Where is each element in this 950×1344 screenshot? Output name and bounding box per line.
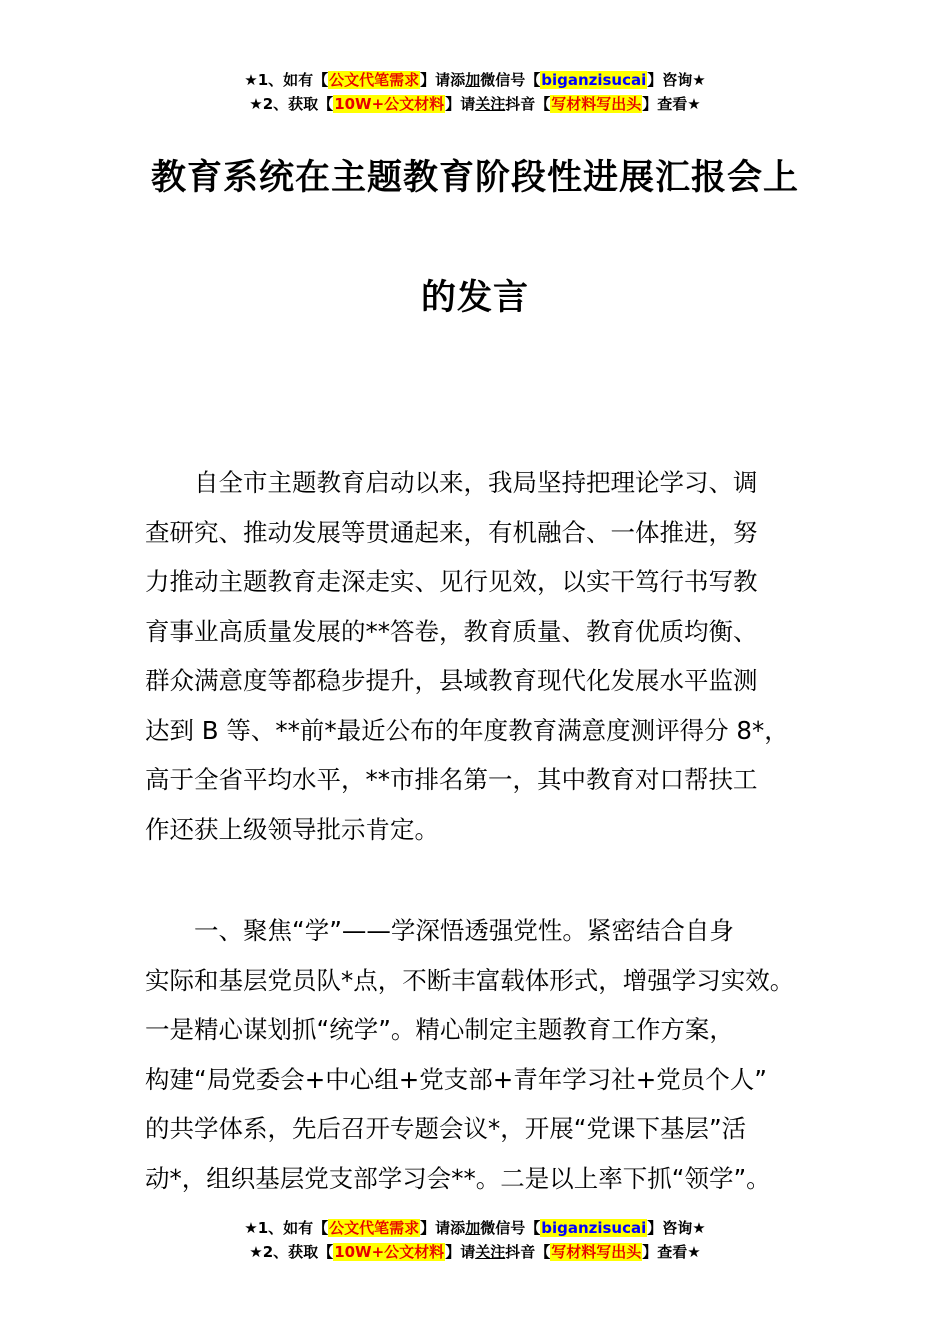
- paragraph-line: 育事业高质量发展的**答卷，教育质量、教育优质均衡、: [145, 616, 758, 646]
- document-title-line-1: 教育系统在主题教育阶段性进展汇报会上: [150, 158, 799, 198]
- top-banner: [0, 68, 950, 116]
- highlight-materials: 10W+公文材料: [334, 95, 445, 113]
- banner-underlined-text: 关注: [475, 95, 506, 113]
- banner-text: 】请: [445, 95, 476, 113]
- paragraph-line: 查研究、推动发展等贯通起来，有机融合、一体推进，努: [145, 517, 758, 547]
- banner-text: ★2、获取【: [249, 1243, 334, 1261]
- paragraph-line: 自全市主题教育启动以来，我局坚持把理论学习、调: [194, 468, 758, 497]
- banner-line-2: [0, 1240, 950, 1264]
- banner-text: 】请: [445, 1243, 476, 1261]
- highlight-materials: 10W+公文材料: [334, 1243, 445, 1261]
- banner-text: 微信号【: [480, 1219, 541, 1237]
- paragraph-line: 一是精心谋划抓“统学”。精心制定主题教育工作方案，: [145, 1015, 734, 1044]
- paragraph-intro: [145, 458, 817, 854]
- highlight-wechat-id: biganzisucai: [541, 71, 647, 89]
- paragraph-line: 动*，组织基层党支部学习会**。二是以上率下抓“领学”。: [145, 1163, 771, 1193]
- banner-underlined-text: 加: [465, 1219, 481, 1237]
- banner-text: 】请添: [420, 1219, 466, 1237]
- banner-underlined-text: 关注: [475, 1243, 506, 1261]
- banner-text: ★1、如有【: [244, 71, 329, 89]
- banner-text: 抖音【: [505, 95, 551, 113]
- paragraph-line: 构建“局党委会+中心组+党支部+青年学习社+党员个人”: [145, 1064, 767, 1094]
- paragraph-line: 力推动主题教育走深走实、见行见效，以实干笃行书写教: [145, 567, 758, 596]
- banner-line-1: [0, 68, 950, 92]
- paragraph-line: 达到 B 等、**前*最近公布的年度教育满意度测评得分 8*，: [145, 715, 789, 745]
- highlight-wechat-id: biganzisucai: [541, 1219, 647, 1237]
- banner-text: ★1、如有【: [244, 1219, 329, 1237]
- banner-text: 】咨询★: [647, 71, 706, 89]
- highlight-douyin-account: 写材料写出头: [551, 95, 642, 113]
- banner-text: 】咨询★: [647, 1219, 706, 1237]
- highlight-ghostwriting: 公文代笔需求: [329, 1219, 420, 1237]
- banner-text: 】查看★: [642, 95, 701, 113]
- paragraph-line: 实际和基层党员队*点，不断丰富载体形式，增强学习实效。: [145, 965, 795, 995]
- paragraph-section-one: [145, 906, 817, 1203]
- bottom-banner: [0, 1216, 950, 1264]
- highlight-douyin-account: 写材料写出头: [551, 1243, 642, 1261]
- banner-line-1: [0, 1216, 950, 1240]
- banner-underlined-text: 加: [465, 71, 481, 89]
- banner-text: ★2、获取【: [249, 95, 334, 113]
- paragraph-line: 群众满意度等都稳步提升，县域教育现代化发展水平监测: [145, 666, 758, 695]
- document-title-line-2: 的发言: [420, 278, 529, 318]
- paragraph-line: 作还获上级领导批示肯定。: [145, 814, 439, 844]
- banner-text: 抖音【: [505, 1243, 551, 1261]
- banner-text: 】请添: [420, 71, 466, 89]
- paragraph-line: 的共学体系，先后召开专题会议*，开展“党课下基层”活: [145, 1114, 747, 1143]
- paragraph-line: 一、聚焦“学”——学深悟透强党性。紧密结合自身: [194, 916, 734, 945]
- highlight-ghostwriting: 公文代笔需求: [329, 71, 420, 89]
- banner-line-2: [0, 92, 950, 116]
- banner-text: 】查看★: [642, 1243, 701, 1261]
- banner-text: 微信号【: [480, 71, 541, 89]
- paragraph-line: 高于全省平均水平，**市排名第一，其中教育对口帮扶工: [145, 765, 758, 794]
